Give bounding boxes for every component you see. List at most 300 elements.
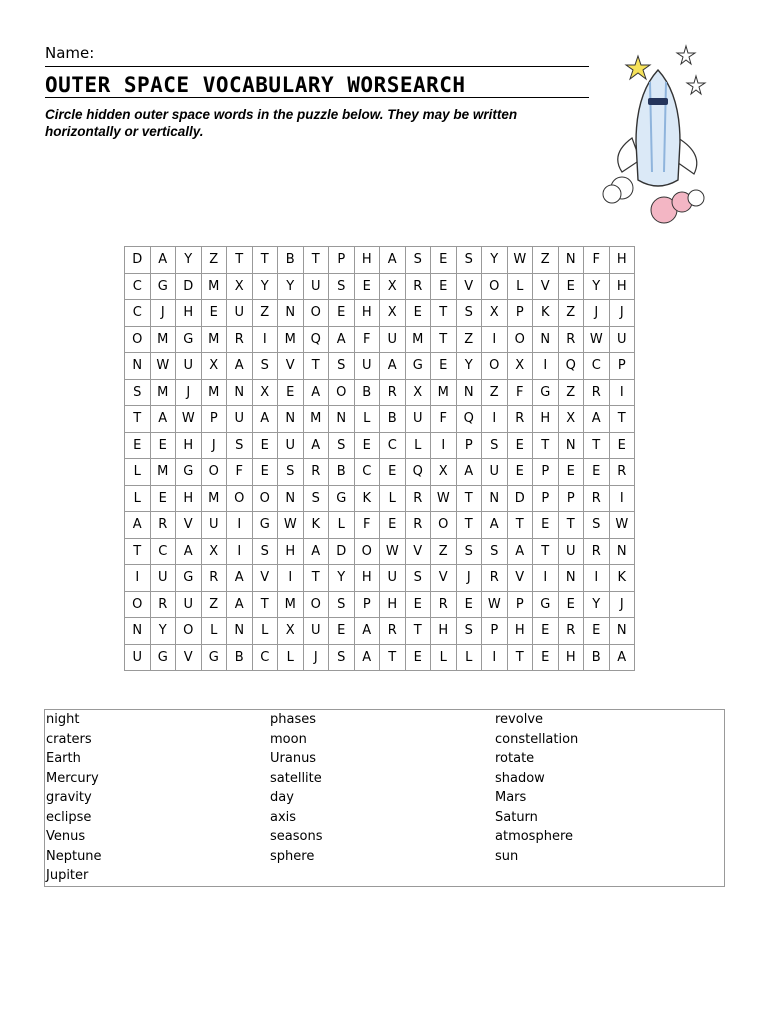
grid-cell[interactable]: Q (456, 406, 482, 433)
grid-cell[interactable]: W (431, 485, 457, 512)
grid-cell[interactable]: I (482, 326, 508, 353)
grid-cell[interactable]: T (303, 565, 329, 592)
grid-cell[interactable]: C (125, 300, 151, 327)
grid-cell[interactable]: A (303, 432, 329, 459)
grid-cell[interactable]: N (125, 618, 151, 645)
grid-cell[interactable]: E (558, 273, 584, 300)
grid-cell[interactable]: J (201, 432, 227, 459)
grid-cell[interactable]: L (405, 432, 431, 459)
grid-cell[interactable]: P (456, 432, 482, 459)
grid-cell[interactable]: M (150, 379, 176, 406)
grid-cell[interactable]: I (125, 565, 151, 592)
grid-cell[interactable]: R (507, 406, 533, 433)
grid-cell[interactable]: N (558, 247, 584, 274)
grid-cell[interactable]: M (278, 326, 304, 353)
grid-cell[interactable]: S (329, 432, 355, 459)
grid-cell[interactable]: R (405, 512, 431, 539)
grid-cell[interactable]: A (227, 353, 253, 380)
grid-cell[interactable]: H (176, 432, 202, 459)
grid-cell[interactable]: R (584, 485, 610, 512)
grid-cell[interactable]: Q (303, 326, 329, 353)
grid-cell[interactable]: I (431, 432, 457, 459)
grid-cell[interactable]: W (278, 512, 304, 539)
grid-cell[interactable]: U (303, 273, 329, 300)
grid-cell[interactable]: C (125, 273, 151, 300)
grid-cell[interactable]: E (431, 273, 457, 300)
grid-cell[interactable]: V (431, 565, 457, 592)
grid-cell[interactable]: G (252, 512, 278, 539)
grid-cell[interactable]: U (176, 591, 202, 618)
grid-cell[interactable]: G (405, 353, 431, 380)
grid-cell[interactable]: S (456, 300, 482, 327)
grid-cell[interactable]: T (125, 406, 151, 433)
grid-cell[interactable]: V (176, 644, 202, 671)
grid-cell[interactable]: M (405, 326, 431, 353)
grid-cell[interactable]: A (354, 644, 380, 671)
grid-cell[interactable]: A (380, 353, 406, 380)
grid-cell[interactable]: G (329, 485, 355, 512)
grid-cell[interactable]: E (609, 432, 635, 459)
grid-cell[interactable]: G (176, 326, 202, 353)
grid-cell[interactable]: T (431, 300, 457, 327)
grid-cell[interactable]: G (150, 273, 176, 300)
grid-cell[interactable]: E (533, 618, 559, 645)
grid-cell[interactable]: E (405, 644, 431, 671)
grid-cell[interactable]: M (150, 459, 176, 486)
grid-cell[interactable]: T (303, 247, 329, 274)
grid-cell[interactable]: H (609, 273, 635, 300)
grid-cell[interactable]: W (380, 538, 406, 565)
grid-cell[interactable]: L (354, 406, 380, 433)
grid-cell[interactable]: T (405, 618, 431, 645)
grid-cell[interactable]: D (329, 538, 355, 565)
grid-cell[interactable]: V (252, 565, 278, 592)
grid-cell[interactable]: E (431, 247, 457, 274)
grid-cell[interactable]: R (482, 565, 508, 592)
grid-cell[interactable]: T (227, 247, 253, 274)
grid-cell[interactable]: H (176, 485, 202, 512)
grid-cell[interactable]: G (533, 591, 559, 618)
grid-cell[interactable]: I (584, 565, 610, 592)
grid-cell[interactable]: S (584, 512, 610, 539)
grid-cell[interactable]: G (533, 379, 559, 406)
grid-cell[interactable]: N (558, 565, 584, 592)
grid-cell[interactable]: R (584, 538, 610, 565)
grid-cell[interactable]: E (533, 512, 559, 539)
grid-cell[interactable]: S (405, 247, 431, 274)
grid-cell[interactable]: I (609, 379, 635, 406)
grid-cell[interactable]: N (125, 353, 151, 380)
grid-cell[interactable]: S (125, 379, 151, 406)
grid-cell[interactable]: U (380, 565, 406, 592)
grid-cell[interactable]: X (431, 459, 457, 486)
grid-cell[interactable]: E (584, 618, 610, 645)
grid-cell[interactable]: A (150, 406, 176, 433)
grid-cell[interactable]: T (609, 406, 635, 433)
grid-cell[interactable]: S (252, 538, 278, 565)
grid-cell[interactable]: J (609, 300, 635, 327)
grid-cell[interactable]: E (507, 459, 533, 486)
grid-cell[interactable]: K (354, 485, 380, 512)
grid-cell[interactable]: G (201, 644, 227, 671)
grid-cell[interactable]: A (125, 512, 151, 539)
grid-cell[interactable]: J (176, 379, 202, 406)
grid-cell[interactable]: H (533, 406, 559, 433)
grid-cell[interactable]: L (456, 644, 482, 671)
grid-cell[interactable]: L (125, 459, 151, 486)
grid-cell[interactable]: L (507, 273, 533, 300)
grid-cell[interactable]: F (431, 406, 457, 433)
grid-cell[interactable]: X (227, 273, 253, 300)
grid-cell[interactable]: B (278, 247, 304, 274)
grid-cell[interactable]: E (584, 459, 610, 486)
grid-cell[interactable]: T (456, 512, 482, 539)
grid-cell[interactable]: R (227, 326, 253, 353)
grid-cell[interactable]: R (584, 379, 610, 406)
grid-cell[interactable]: N (227, 379, 253, 406)
grid-cell[interactable]: G (176, 565, 202, 592)
grid-cell[interactable]: Y (252, 273, 278, 300)
grid-cell[interactable]: I (533, 565, 559, 592)
grid-cell[interactable]: K (533, 300, 559, 327)
grid-cell[interactable]: V (533, 273, 559, 300)
grid-cell[interactable]: X (380, 300, 406, 327)
grid-cell[interactable]: Y (482, 247, 508, 274)
grid-cell[interactable]: R (150, 591, 176, 618)
grid-cell[interactable]: L (329, 512, 355, 539)
grid-cell[interactable]: S (405, 565, 431, 592)
grid-cell[interactable]: J (303, 644, 329, 671)
grid-cell[interactable]: F (354, 512, 380, 539)
grid-cell[interactable]: M (150, 326, 176, 353)
grid-cell[interactable]: Z (456, 326, 482, 353)
grid-cell[interactable]: P (201, 406, 227, 433)
grid-cell[interactable]: Z (558, 379, 584, 406)
grid-cell[interactable]: H (380, 591, 406, 618)
grid-cell[interactable]: C (252, 644, 278, 671)
grid-cell[interactable]: T (558, 512, 584, 539)
grid-cell[interactable]: Z (252, 300, 278, 327)
grid-cell[interactable]: I (278, 565, 304, 592)
grid-cell[interactable]: B (329, 459, 355, 486)
grid-cell[interactable]: T (125, 538, 151, 565)
grid-cell[interactable]: O (125, 591, 151, 618)
grid-cell[interactable]: U (201, 512, 227, 539)
grid-cell[interactable]: K (303, 512, 329, 539)
grid-cell[interactable]: P (558, 485, 584, 512)
grid-cell[interactable]: N (329, 406, 355, 433)
grid-cell[interactable]: N (609, 618, 635, 645)
grid-cell[interactable]: O (176, 618, 202, 645)
grid-cell[interactable]: I (533, 353, 559, 380)
grid-cell[interactable]: I (227, 538, 253, 565)
grid-cell[interactable]: M (201, 485, 227, 512)
grid-cell[interactable]: R (405, 485, 431, 512)
grid-cell[interactable]: U (558, 538, 584, 565)
grid-cell[interactable]: O (431, 512, 457, 539)
grid-cell[interactable]: S (482, 432, 508, 459)
grid-cell[interactable]: C (354, 459, 380, 486)
grid-cell[interactable]: P (533, 459, 559, 486)
grid-cell[interactable]: J (456, 565, 482, 592)
grid-cell[interactable]: U (609, 326, 635, 353)
grid-cell[interactable]: W (609, 512, 635, 539)
grid-cell[interactable]: U (482, 459, 508, 486)
grid-cell[interactable]: P (507, 591, 533, 618)
grid-cell[interactable]: U (354, 353, 380, 380)
grid-cell[interactable]: Y (150, 618, 176, 645)
grid-cell[interactable]: S (482, 538, 508, 565)
grid-cell[interactable]: Z (201, 247, 227, 274)
grid-cell[interactable]: X (482, 300, 508, 327)
grid-cell[interactable]: O (252, 485, 278, 512)
grid-cell[interactable]: J (150, 300, 176, 327)
grid-cell[interactable]: Z (431, 538, 457, 565)
grid-cell[interactable]: X (278, 618, 304, 645)
grid-cell[interactable]: S (329, 644, 355, 671)
grid-cell[interactable]: U (227, 406, 253, 433)
grid-cell[interactable]: R (380, 379, 406, 406)
grid-cell[interactable]: N (278, 300, 304, 327)
grid-cell[interactable]: Y (176, 247, 202, 274)
grid-cell[interactable]: B (584, 644, 610, 671)
grid-cell[interactable]: A (303, 538, 329, 565)
grid-cell[interactable]: B (354, 379, 380, 406)
grid-cell[interactable]: O (227, 485, 253, 512)
grid-cell[interactable]: H (354, 565, 380, 592)
grid-cell[interactable]: W (482, 591, 508, 618)
grid-cell[interactable]: S (456, 247, 482, 274)
grid-cell[interactable]: T (380, 644, 406, 671)
grid-cell[interactable]: E (201, 300, 227, 327)
grid-cell[interactable]: A (176, 538, 202, 565)
grid-cell[interactable]: S (252, 353, 278, 380)
grid-cell[interactable]: A (150, 247, 176, 274)
grid-cell[interactable]: R (431, 591, 457, 618)
grid-cell[interactable]: D (176, 273, 202, 300)
grid-cell[interactable]: E (278, 379, 304, 406)
grid-cell[interactable]: D (125, 247, 151, 274)
grid-cell[interactable]: L (125, 485, 151, 512)
grid-cell[interactable]: T (303, 353, 329, 380)
grid-cell[interactable]: G (176, 459, 202, 486)
grid-cell[interactable]: T (507, 512, 533, 539)
grid-cell[interactable]: F (507, 379, 533, 406)
grid-cell[interactable]: Z (533, 247, 559, 274)
grid-cell[interactable]: U (405, 406, 431, 433)
grid-cell[interactable]: W (507, 247, 533, 274)
grid-cell[interactable]: H (278, 538, 304, 565)
grid-cell[interactable]: T (533, 432, 559, 459)
grid-cell[interactable]: M (201, 273, 227, 300)
grid-cell[interactable]: E (150, 432, 176, 459)
grid-cell[interactable]: P (354, 591, 380, 618)
grid-cell[interactable]: E (507, 432, 533, 459)
grid-cell[interactable]: A (456, 459, 482, 486)
grid-cell[interactable]: F (227, 459, 253, 486)
grid-cell[interactable]: W (150, 353, 176, 380)
grid-cell[interactable]: S (227, 432, 253, 459)
grid-cell[interactable]: N (482, 485, 508, 512)
grid-cell[interactable]: B (227, 644, 253, 671)
grid-cell[interactable]: U (176, 353, 202, 380)
grid-cell[interactable]: E (329, 300, 355, 327)
grid-cell[interactable]: X (507, 353, 533, 380)
grid-cell[interactable]: G (150, 644, 176, 671)
grid-cell[interactable]: R (405, 273, 431, 300)
grid-cell[interactable]: M (201, 326, 227, 353)
grid-cell[interactable]: S (456, 538, 482, 565)
grid-cell[interactable]: T (507, 644, 533, 671)
grid-cell[interactable]: V (176, 512, 202, 539)
grid-cell[interactable]: N (558, 432, 584, 459)
grid-cell[interactable]: A (609, 644, 635, 671)
grid-cell[interactable]: X (252, 379, 278, 406)
grid-cell[interactable]: E (456, 591, 482, 618)
grid-cell[interactable]: Y (584, 591, 610, 618)
grid-cell[interactable]: C (584, 353, 610, 380)
grid-cell[interactable]: J (609, 591, 635, 618)
grid-cell[interactable]: R (380, 618, 406, 645)
grid-cell[interactable]: Q (405, 459, 431, 486)
grid-cell[interactable]: U (125, 644, 151, 671)
grid-cell[interactable]: Z (482, 379, 508, 406)
grid-cell[interactable]: S (329, 353, 355, 380)
grid-cell[interactable]: U (380, 326, 406, 353)
grid-cell[interactable]: E (354, 273, 380, 300)
grid-cell[interactable]: P (507, 300, 533, 327)
grid-cell[interactable]: X (380, 273, 406, 300)
grid-cell[interactable]: X (558, 406, 584, 433)
grid-cell[interactable]: O (354, 538, 380, 565)
grid-cell[interactable]: Q (558, 353, 584, 380)
grid-cell[interactable]: W (176, 406, 202, 433)
grid-cell[interactable]: E (405, 300, 431, 327)
grid-cell[interactable]: T (252, 247, 278, 274)
grid-cell[interactable]: R (303, 459, 329, 486)
grid-cell[interactable]: N (278, 485, 304, 512)
grid-cell[interactable]: E (533, 644, 559, 671)
grid-cell[interactable]: E (380, 512, 406, 539)
grid-cell[interactable]: F (584, 247, 610, 274)
grid-cell[interactable]: T (456, 485, 482, 512)
grid-cell[interactable]: E (150, 485, 176, 512)
grid-cell[interactable]: O (329, 379, 355, 406)
grid-cell[interactable]: S (456, 618, 482, 645)
grid-cell[interactable]: A (354, 618, 380, 645)
grid-cell[interactable]: E (125, 432, 151, 459)
grid-cell[interactable]: A (227, 591, 253, 618)
grid-cell[interactable]: R (558, 618, 584, 645)
grid-cell[interactable]: S (329, 591, 355, 618)
grid-cell[interactable]: H (609, 247, 635, 274)
grid-cell[interactable]: Y (584, 273, 610, 300)
grid-cell[interactable]: I (227, 512, 253, 539)
grid-cell[interactable]: A (252, 406, 278, 433)
grid-cell[interactable]: X (201, 353, 227, 380)
grid-cell[interactable]: Y (278, 273, 304, 300)
grid-cell[interactable]: Z (201, 591, 227, 618)
grid-cell[interactable]: P (533, 485, 559, 512)
grid-cell[interactable]: N (278, 406, 304, 433)
grid-cell[interactable]: M (201, 379, 227, 406)
grid-cell[interactable]: L (201, 618, 227, 645)
grid-cell[interactable]: T (431, 326, 457, 353)
grid-cell[interactable]: E (252, 459, 278, 486)
grid-cell[interactable]: B (380, 406, 406, 433)
grid-cell[interactable]: Z (558, 300, 584, 327)
grid-cell[interactable]: O (507, 326, 533, 353)
grid-cell[interactable]: O (482, 353, 508, 380)
grid-cell[interactable]: N (609, 538, 635, 565)
grid-cell[interactable]: A (507, 538, 533, 565)
grid-cell[interactable]: E (558, 459, 584, 486)
grid-cell[interactable]: E (354, 432, 380, 459)
grid-cell[interactable]: O (482, 273, 508, 300)
grid-cell[interactable]: E (380, 459, 406, 486)
grid-cell[interactable]: I (482, 644, 508, 671)
grid-cell[interactable]: I (609, 485, 635, 512)
grid-cell[interactable]: Y (456, 353, 482, 380)
grid-cell[interactable]: U (150, 565, 176, 592)
grid-cell[interactable]: N (533, 326, 559, 353)
grid-cell[interactable]: E (329, 618, 355, 645)
grid-cell[interactable]: R (558, 326, 584, 353)
grid-cell[interactable]: O (125, 326, 151, 353)
grid-cell[interactable]: H (354, 247, 380, 274)
grid-cell[interactable]: V (507, 565, 533, 592)
grid-cell[interactable]: L (380, 485, 406, 512)
grid-cell[interactable]: O (201, 459, 227, 486)
grid-cell[interactable]: A (303, 379, 329, 406)
grid-cell[interactable]: V (405, 538, 431, 565)
grid-cell[interactable]: S (278, 459, 304, 486)
grid-cell[interactable]: C (380, 432, 406, 459)
grid-cell[interactable]: C (150, 538, 176, 565)
grid-cell[interactable]: K (609, 565, 635, 592)
grid-cell[interactable]: A (482, 512, 508, 539)
grid-cell[interactable]: S (329, 273, 355, 300)
grid-cell[interactable]: V (456, 273, 482, 300)
grid-cell[interactable]: O (303, 591, 329, 618)
grid-cell[interactable]: R (609, 459, 635, 486)
grid-cell[interactable]: N (227, 618, 253, 645)
grid-cell[interactable]: T (584, 432, 610, 459)
name-line[interactable] (45, 44, 589, 67)
grid-cell[interactable]: E (431, 353, 457, 380)
grid-cell[interactable]: F (354, 326, 380, 353)
grid-cell[interactable]: S (303, 485, 329, 512)
grid-cell[interactable]: E (558, 591, 584, 618)
grid-cell[interactable]: H (558, 644, 584, 671)
grid-cell[interactable]: X (405, 379, 431, 406)
grid-cell[interactable]: D (507, 485, 533, 512)
grid-cell[interactable]: P (329, 247, 355, 274)
grid-cell[interactable]: U (227, 300, 253, 327)
grid-cell[interactable]: O (303, 300, 329, 327)
grid-cell[interactable]: Y (329, 565, 355, 592)
grid-cell[interactable]: X (201, 538, 227, 565)
grid-cell[interactable]: I (252, 326, 278, 353)
grid-cell[interactable]: R (201, 565, 227, 592)
grid-cell[interactable]: R (150, 512, 176, 539)
grid-cell[interactable]: E (252, 432, 278, 459)
grid-cell[interactable]: M (431, 379, 457, 406)
grid-cell[interactable]: U (303, 618, 329, 645)
grid-cell[interactable]: J (584, 300, 610, 327)
grid-cell[interactable]: E (405, 591, 431, 618)
grid-cell[interactable]: H (176, 300, 202, 327)
